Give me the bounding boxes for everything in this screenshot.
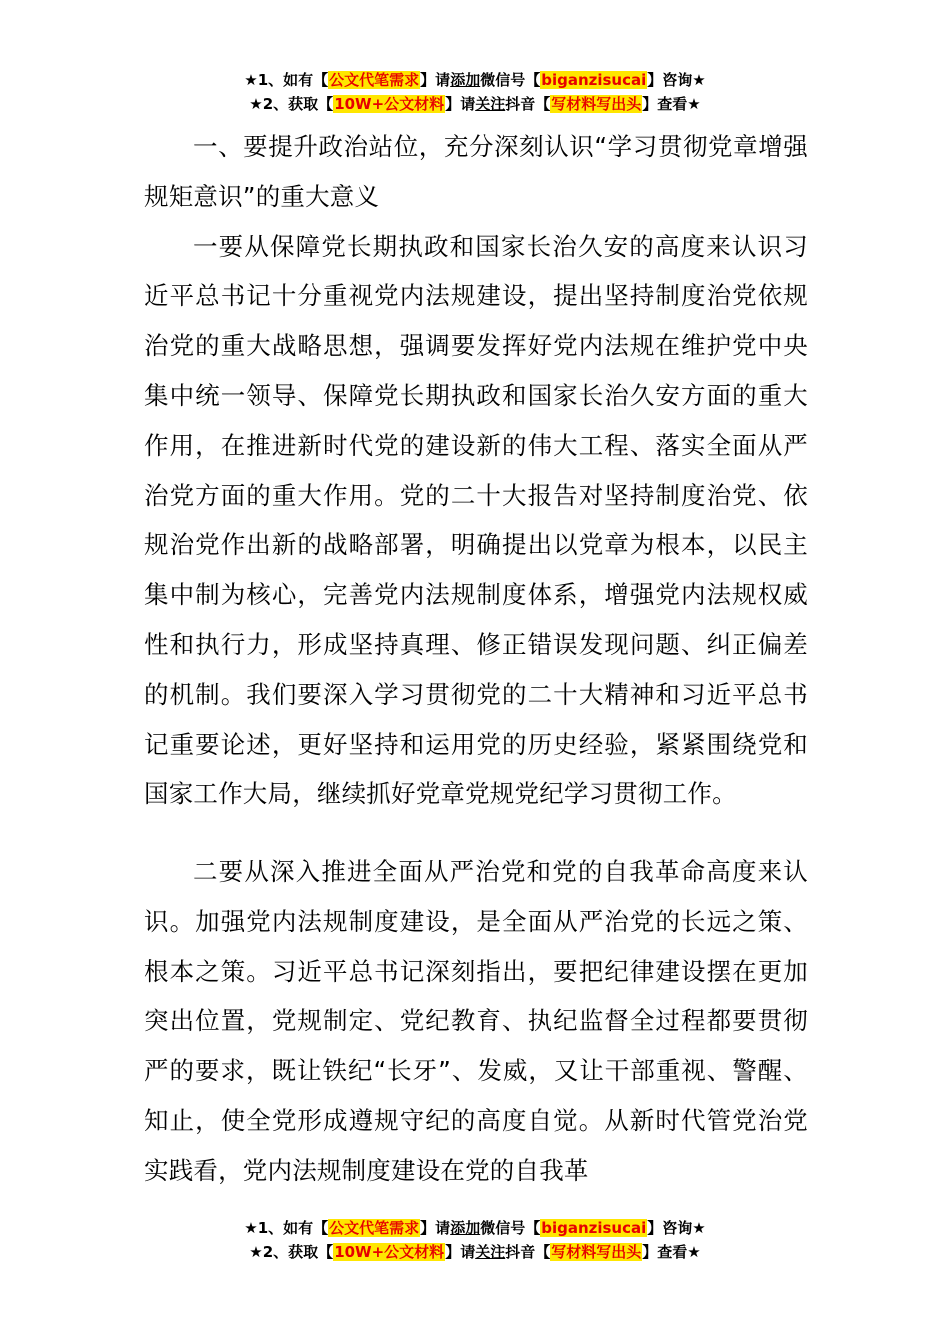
paragraph-1: 一要从保障党长期执政和国家长治久安的高度来认识习近平总书记十分重视党内法规建设，提出坚持制度治党依规治党的重大战略思想，强调要发挥好党内法规在维护党中央集中统一领导、保障党长期执政和国家长治久安方面的重大作用，在推进新时代党的建设新的伟大工程、落实全面从严治党方面的重大作用。党的二十大报告对坚持制度治党、依规治党作出新的战略部署，明确提出以党章为根本，以民主集中制为核心，完善党内法规制度体系，增强党内法规权威性和执行力，形成坚持真理、修正错误发现问题、纠正偏差的机制。我们要深入学习贯彻党的二十大精神和习近平总书记重要论述，更好坚持和运用党的历史经验，紧紧围绕党和国家工作大局，继续抓好党章党规党纪学习贯彻工作。 [144, 231, 808, 809]
promo-line-1: ★1、如有【公文代笔需求】请添加微信号【biganzisucai】咨询★ [244, 1219, 706, 1237]
highlight-materials: 10W+公文材料 [334, 95, 445, 113]
promo-line-2: ★2、获取【10W+公文材料】请关注抖音【写材料写出头】查看★ [249, 95, 701, 113]
highlight-materials: 10W+公文材料 [334, 1243, 445, 1261]
highlight-wechat-id: biganzisucai [541, 1219, 647, 1237]
paragraph-2: 二要从深入推进全面从严治党和党的自我革命高度来认识。加强党内法规制度建设，是全面从严治党的长远之策、根本之策。习近平总书记深刻指出，要把纪律建设摆在更加突出位置，党规制定、党纪教育、执纪监督全过程都要贯彻严的要求，既让铁纪“长牙”、发威，又让干部重视、警醒、知止，使全党形成遵规守纪的高度自觉。从新时代管党治党实践看，党内法规制度建设在党的自我革 [144, 857, 808, 1185]
promo-line-1: ★1、如有【公文代笔需求】请添加微信号【biganzisucai】咨询★ [244, 71, 706, 89]
promo-banner-top [0, 68, 950, 116]
highlight-douyin: 写材料写出头 [551, 95, 642, 113]
highlight-service: 公文代笔需求 [329, 71, 420, 89]
promo-banner-bottom [0, 1216, 950, 1264]
document-body [144, 122, 808, 1185]
section-heading: 一、要提升政治站位，充分深刻认识“学习贯彻党章增强规矩意识”的重大意义 [144, 132, 808, 211]
highlight-wechat-id: biganzisucai [541, 71, 647, 89]
highlight-douyin: 写材料写出头 [551, 1243, 642, 1261]
promo-line-2: ★2、获取【10W+公文材料】请关注抖音【写材料写出头】查看★ [249, 1243, 701, 1261]
highlight-service: 公文代笔需求 [329, 1219, 420, 1237]
